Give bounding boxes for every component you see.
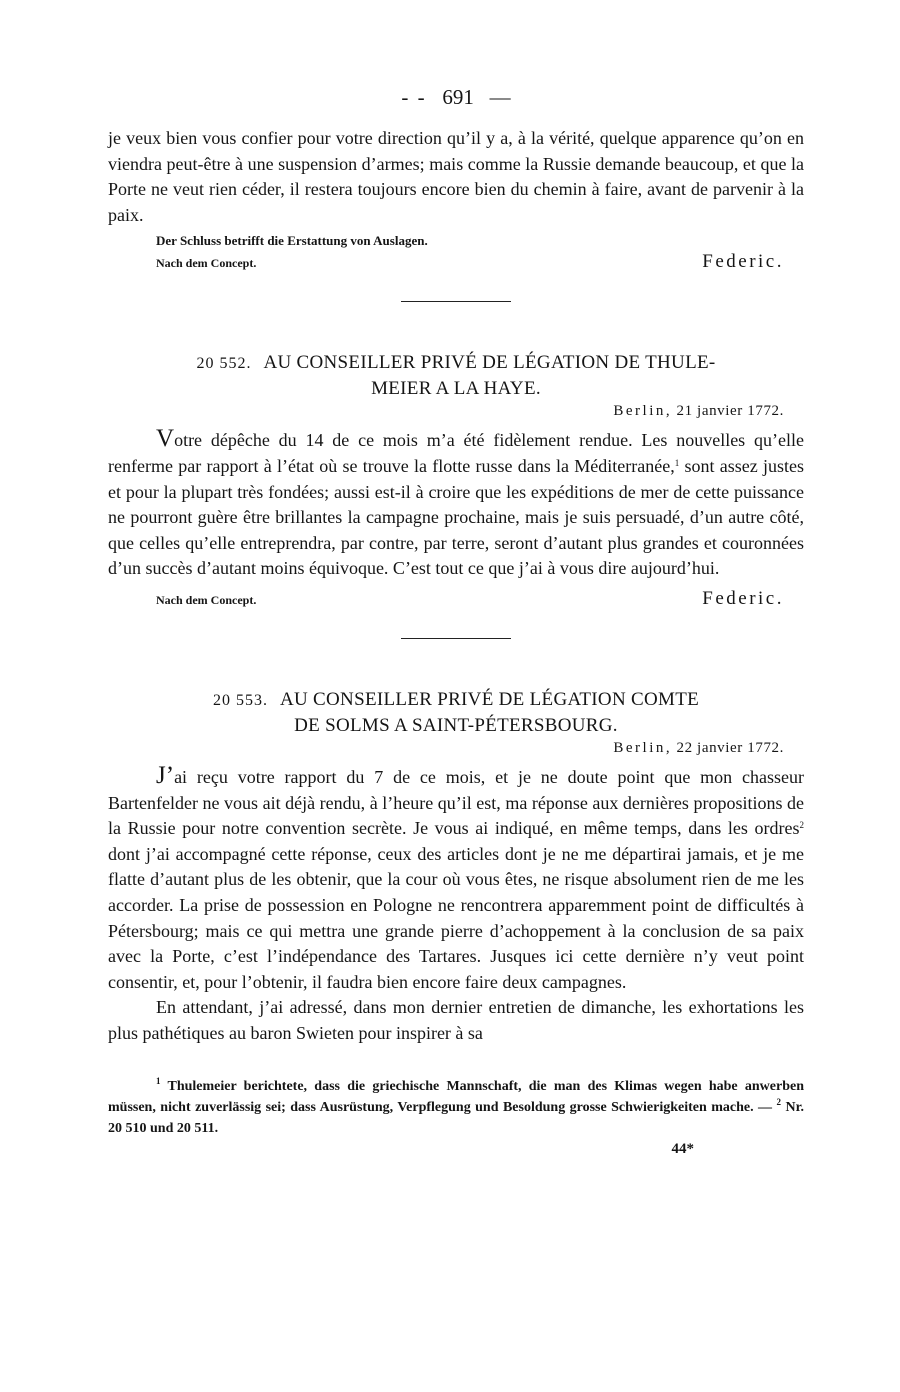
signature: Federic. (702, 251, 784, 273)
continuation-signature-row (156, 251, 804, 273)
header-dash-right: — (489, 85, 511, 109)
footnote-mark: 2 (776, 1097, 782, 1108)
page-header (108, 80, 804, 114)
header-dashes-left: - - (401, 85, 427, 109)
continuation-paragraph: je veux bien vous confier pour votre direction qu’il y a, à la vérité, quelque apparence qu’on en viendra peut-être à une suspension d’armes; mais comme la Russie demande beaucoup, et que la Porte ne veut rien céder, il restera toujours encore bien du chemin à faire, avant de parvenir à la paix. (108, 128, 804, 225)
heading-line: DE SOLMS A SAINT-PÉTERSBOURG. (294, 714, 618, 736)
body-text: sont assez justes et pour la plupart très fondées; aussi est-il à croire que les expéditions de mer de cette puissance ne pourront guère être brillantes la campagne prochaine, mais je suis persuadé, d’un autre côté, que celles qu’elle entreprendra, par contre, par terre, seront d’autant plus grandes et couronnées d’un succès d’autant moins équivoque. C’est tout ce que j’ai à vous dire aujourd’hui. (108, 455, 804, 579)
footnote-mark: 1 (156, 1076, 161, 1087)
heading-line: AU CONSEILLER PRIVÉ DE LÉGATION DE THULE- (263, 352, 716, 374)
page-number: 691 (442, 85, 474, 109)
date-text: 22 janvier 1772. (676, 739, 784, 756)
body-text: Votre dépêche du 14 de ce mois m’a été fidèlement rendue. Les nouvelles qu’elle renferme par rapport à l’état où se trouve la flotte russe dans la Méditerranée, (108, 425, 804, 476)
date-city: Berlin, (613, 403, 673, 420)
source-note: Nach dem Concept. (156, 592, 257, 607)
letter-body (108, 763, 804, 995)
dateline (108, 740, 784, 757)
section-divider (401, 301, 511, 302)
heading-line: AU CONSEILLER PRIVÉ DE LÉGATION COMTE (279, 688, 700, 710)
body-text: dont j’ai accompagné cette réponse, ceux des articles dont je ne me départirai jamais, et je me flatte d’autant plus de les obtenir, que la cour où vous êtes, ne risque absolument rien de me les accorder. La prise de possession en Pologne ne rencontrera apparemment point de difficultés à Pétersbourg; mais ce qui mettra une grande pierre d’achoppement à la conclusion de sa paix avec la Porte, c’est l’indépendance des Tartares. Jusques ici cette dernière n’y veut point consentir, et, pour l’obtenir, il faudra bien encore faire deux campagnes. (108, 843, 804, 992)
letter-number: 20 552. (196, 355, 252, 373)
letter-heading (108, 687, 804, 738)
footnote-body: Thulemeier berichtete, dass die griechische Mannschaft, die man des Klimas wegen habe anwerben müssen, nicht zuverlässig sei; dass Ausrüstung, Verpflegung und Besoldung grosse Schwierigkeiten mache. — (108, 1079, 804, 1116)
letter-body: En attendant, j’ai adressé, dans mon dernier entretien de dimanche, les exhortations les plus pathétiques au baron Swieten pour inspirer à sa (108, 997, 804, 1043)
sheet-signature: 44* (671, 1141, 694, 1158)
source-note: Nach dem Concept. (156, 256, 257, 271)
date-city: Berlin, (613, 739, 673, 756)
footnote-ref: 1 (674, 457, 680, 468)
book-page (108, 80, 804, 1158)
date-text: 21 janvier 1772. (676, 403, 784, 420)
body-text: J’ai reçu votre rapport du 7 de ce mois, et je ne doute point que mon chasseur Bartenfelder ne vous ait déjà rendu, à l’heure qu’il est, ma réponse aux dernières propositions de la Russie pour notre convention secrète. Je vous ai indiqué, en même temps, dans les ordres (108, 761, 804, 839)
footnote-text (108, 1076, 804, 1139)
heading-line: MEIER A LA HAYE. (371, 378, 541, 400)
section-divider (401, 638, 511, 639)
letter-heading (108, 350, 804, 401)
editorial-note: Der Schluss betrifft die Erstattung von Auslagen. (156, 233, 428, 249)
footnotes (108, 1076, 804, 1139)
footnote-body: Nr. 20 510 und 20 511. (108, 1100, 804, 1137)
letter-number: 20 553. (212, 691, 268, 709)
letter-body (108, 426, 804, 582)
signature: Federic. (702, 587, 784, 609)
letter-signature-row (156, 588, 804, 610)
dateline (108, 403, 784, 420)
footnote-ref: 2 (799, 820, 804, 831)
